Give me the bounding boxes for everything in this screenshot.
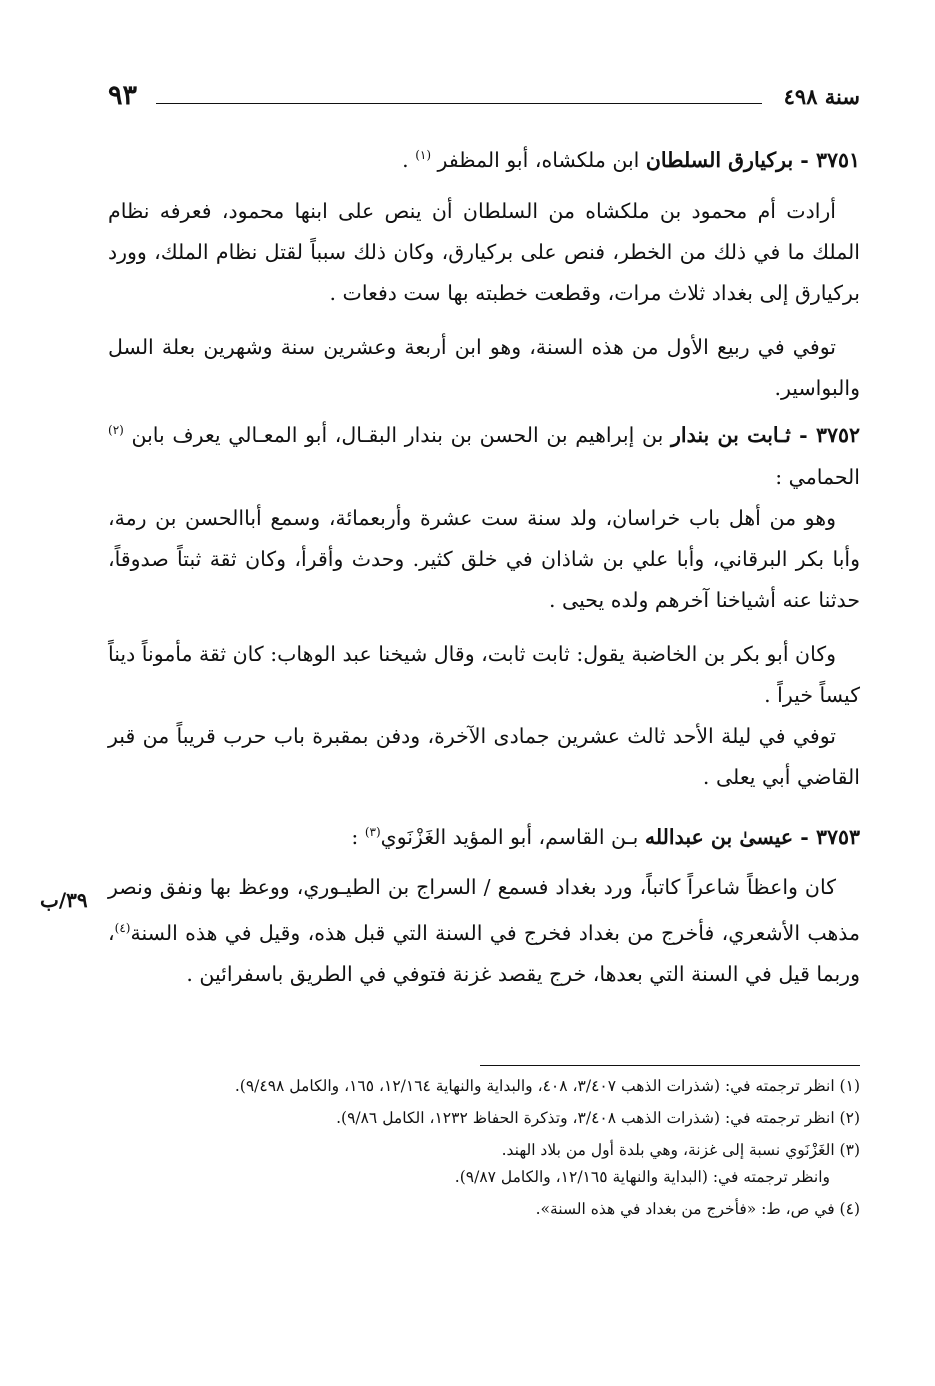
manuscript-folio-note: ٣٩/ب	[40, 888, 88, 912]
page-number: ٩٣	[108, 80, 138, 111]
entry-heading	[108, 134, 860, 181]
footnote-rule	[480, 1065, 860, 1066]
main-text	[108, 134, 860, 995]
entry-number-name: ٣٧٥٢ - ثـابت بن بندار	[670, 422, 860, 447]
footnote-2: (٢) انظر ترجمته في: (شذرات الذهب ٣/٤٠٨، وتذكرة الحفاظ ١٢٣٢، الكامل ٩/٨٦).	[336, 1109, 860, 1127]
paragraph: وكان أبو بكر بن الخاضبة يقول: ثابت ثابت، وقال شيخنا عبد الوهاب: كان ثقة مأموناً ديناً كيساً خيراً .	[108, 641, 860, 707]
footnote-ref[interactable]: (٤)	[114, 921, 131, 936]
paragraph-text: كان واعظاً شاعراً كاتباً، ورد بغداد فسمع / السراج بن الطيـوري، ووعظ بها ونفق ونصر مذهب الأشعري، فأخرج من بغداد فخرج في السنة التي قبل هذه، وقيل في هذه السنة	[108, 875, 860, 946]
entry-number-name: ٣٧٥١ - بركيارق السلطان	[645, 147, 860, 172]
page-header	[108, 80, 860, 120]
footnote-ref[interactable]: (٢)	[108, 422, 124, 437]
paragraph: توفي في ليلة الأحد ثالث عشرين جمادى الآخرة، ودفن بمقبرة باب حرب قريباً من قبر القاضي أبي يعلى .	[108, 723, 860, 789]
entry-heading-text: بـن القاسم، أبو المؤيد الغَزْنَوي	[380, 824, 645, 849]
footnotes	[108, 1073, 860, 1223]
paragraph-text-end: ، وربما قيل في السنة التي بعدها، خرج يقصد غزنة فتوفي في الطريق باسفرائين .	[108, 921, 860, 987]
paragraph: أرادت أم محمود بن ملكشاه من السلطان أن ينص على ابنها محمود، فعرفه نظام الملك ما في ذلك من الخطر، فنص على بركيارق، وكان ذلك سبباً لقتل نظام الملك، وورد بركيارق إلى بغداد ثلاث مرات، وقطعت خطبته بها ست دفعات .	[108, 198, 860, 305]
entry-heading-text: بن إبراهيم بن الحسن بن بندار البقـال، أبو المعـالي يعرف بابن	[123, 422, 671, 447]
entry-heading-text: ابن ملكشاه، أبو المظفر	[431, 147, 646, 172]
entry-heading-end: الحمامي :	[775, 464, 860, 489]
footnote-3-continued: وانظر ترجمته في: (البداية والنهاية ١٢/١٦٥، والكامل ٩/٨٧).	[454, 1168, 830, 1186]
entry-heading-end: :	[351, 824, 365, 849]
paragraph	[108, 867, 860, 995]
entry-number-name: ٣٧٥٣ - عيسىٰ بن عبدالله	[644, 824, 860, 849]
entry-heading	[108, 409, 860, 498]
footnote-ref[interactable]: (١)	[415, 148, 432, 162]
footnote-4: (٤) في ص، ط: «فأخرج من بغداد في هذه السنة».	[535, 1200, 860, 1218]
entry-heading	[108, 811, 860, 858]
footnote-3: (٣) الغَزْنَوي نسبة إلى غزنة، وهي بلدة أول من بلاد الهند.	[501, 1141, 860, 1159]
entry-heading-end: .	[402, 147, 416, 172]
footnote-ref[interactable]: (٣)	[364, 824, 381, 839]
paragraph: وهو من أهل باب خراسان، ولد سنة ست عشرة وأربعمائة، وسمع أباالحسن بن رمة، وأبا بكر البرقاني، وأبا علي بن شاذان في خلق كثير. وحدث وأقرأ، وكان ثقة ثبتاً صدوقاً، حدثنا عنه أشياخنا آخرهم ولده يحيى .	[108, 505, 860, 612]
footnote-1: (١) انظر ترجمته في: (شذرات الذهب ٣/٤٠٧، ٤٠٨، والبداية والنهاية ١٢/١٦٤، ١٦٥، والكامل ٩/٤٩٨).	[234, 1077, 860, 1095]
running-title: سنة ٤٩٨	[783, 84, 860, 109]
paragraph: توفي في ربيع الأول من هذه السنة، وهو ابن أربعة وعشرين سنة وشهرين بعلة السل والبواسير.	[108, 334, 860, 400]
header-rule	[156, 103, 762, 104]
